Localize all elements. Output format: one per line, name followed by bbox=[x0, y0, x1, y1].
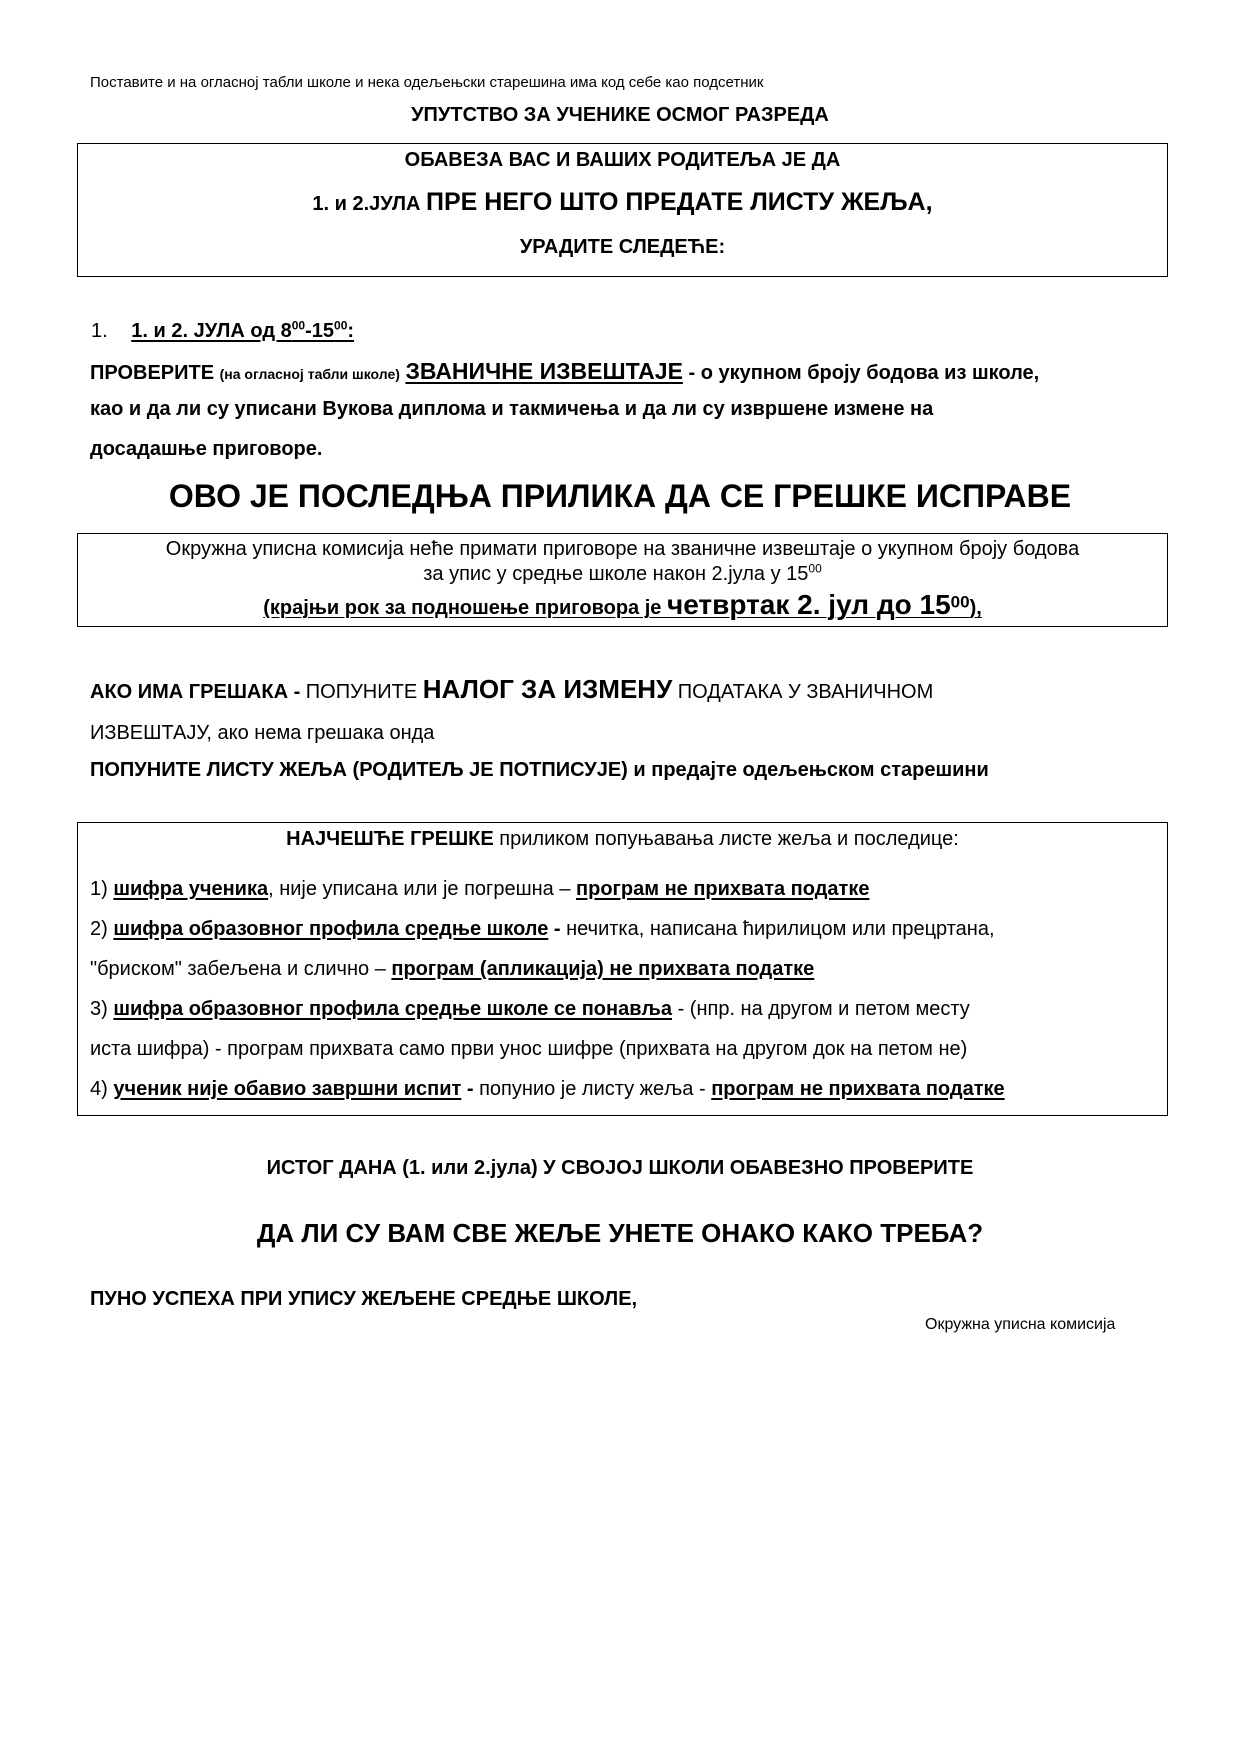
page-title: УПУТСТВО ЗА УЧЕНИКЕ ОСМОГ РАЗРЕДА bbox=[411, 104, 829, 126]
error-item-1: 1) шифра ученика, није уписана или је погрешна – програм не прихвата податке bbox=[90, 878, 870, 900]
step1-line1: ПРОВЕРИТЕ (на огласној табли школе) ЗВАНИЧНЕ ИЗВЕШТАЈЕ - о укупном броју бодова из школе, bbox=[90, 358, 1040, 384]
deadline-box bbox=[77, 533, 1168, 627]
obligation-line3: УРАДИТЕ СЛЕДЕЋЕ: bbox=[519, 236, 726, 258]
deadline-line3: (крајњи рок за подношење приговора је четвртак 2. јул до $15^{00}$), bbox=[263, 589, 982, 620]
error-item-3: 3) шифра образовног профила средње школе се понавља - (нпр. на другом и петом месту bbox=[90, 998, 970, 1020]
obligation-line1: ОБАВЕЗА ВАС И ВАШИХ РОДИТЕЉА ЈЕ ДА bbox=[404, 149, 841, 171]
obligation-line2: 1. и 2.ЈУЛА ПРЕ НЕГО ШТО ПРЕДАТЕ ЛИСТУ ЖЕЉА, bbox=[312, 188, 933, 216]
final-question: ДА ЛИ СУ ВАМ СВЕ ЖЕЉЕ УНЕТЕ ОНАКО КАКО ТРЕБА? bbox=[256, 1218, 984, 1248]
common-errors-heading: НАЈЧЕШЋЕ ГРЕШКЕ приликом попуњавања листе жеља и последице: bbox=[286, 828, 959, 850]
deadline-line2: за упис у средње школе након 2.јула у $15^{00}$ bbox=[423, 561, 822, 585]
step1-date: 1. и 2. ЈУЛА од $8^{00}-15^{00}$: bbox=[131, 318, 355, 342]
official-reports: ЗВАНИЧНЕ ИЗВЕШТАЈЕ bbox=[405, 358, 683, 384]
errors-line1: АКО ИМА ГРЕШАКА - ПОПУНИТЕ НАЛОГ ЗА ИЗМЕНУ ПОДАТАКА У ЗВАНИЧНОМ bbox=[90, 674, 934, 704]
step1-heading bbox=[91, 320, 354, 343]
step1-line2: као и да ли су уписани Вукова диплома и такмичења и да ли су извршене измене на bbox=[90, 398, 934, 420]
error-item-2: 2) шифра образовног профила средње школе - нечитка, написана ћирилицом или прецртана, bbox=[90, 918, 995, 940]
errors-line2: ИЗВЕШТАЈУ, ако нема грешака онда bbox=[90, 722, 435, 744]
step1-line3: досадашње приговоре. bbox=[90, 438, 323, 460]
error-item-2-cont: "бриском" забељена и слично – програм (апликација) не прихвата податке bbox=[90, 958, 815, 980]
deadline-line1: Окружна уписна комисија неће примати приговоре на званичне извештаје о укупном броју бодова bbox=[165, 538, 1080, 560]
errors-line3: ПОПУНИТЕ ЛИСТУ ЖЕЉА (РОДИТЕЉ ЈЕ ПОТПИСУЈЕ) и предајте одељењском старешини bbox=[90, 759, 989, 781]
last-chance-heading: ОВО ЈЕ ПОСЛЕДЊА ПРИЛИКА ДА СЕ ГРЕШКЕ ИСПРАВЕ bbox=[168, 478, 1072, 514]
step1-number: 1. bbox=[91, 320, 108, 342]
same-day-check: ИСТОГ ДАНА (1. или 2.јула) У СВОЈОЈ ШКОЛИ ОБАВЕЗНО ПРОВЕРИТЕ bbox=[266, 1157, 974, 1179]
error-item-3-cont: иста шифра) - програм прихвата само први унос шифре (прихвата на другом док на петом не) bbox=[90, 1038, 968, 1060]
signature: Окружна уписна комисија bbox=[925, 1316, 1116, 1333]
top-note: Поставите и на огласној табли школе и нека одељењски старешина има код себе као подсетник bbox=[90, 74, 764, 91]
error-item-4: 4) ученик није обавио завршни испит - попунио је листу жеља - програм не прихвата податке bbox=[90, 1078, 1005, 1100]
obligation-box bbox=[77, 143, 1168, 277]
common-errors-box bbox=[77, 822, 1168, 1116]
good-luck-wish: ПУНО УСПЕХА ПРИ УПИСУ ЖЕЉЕНЕ СРЕДЊЕ ШКОЛЕ, bbox=[90, 1288, 638, 1310]
